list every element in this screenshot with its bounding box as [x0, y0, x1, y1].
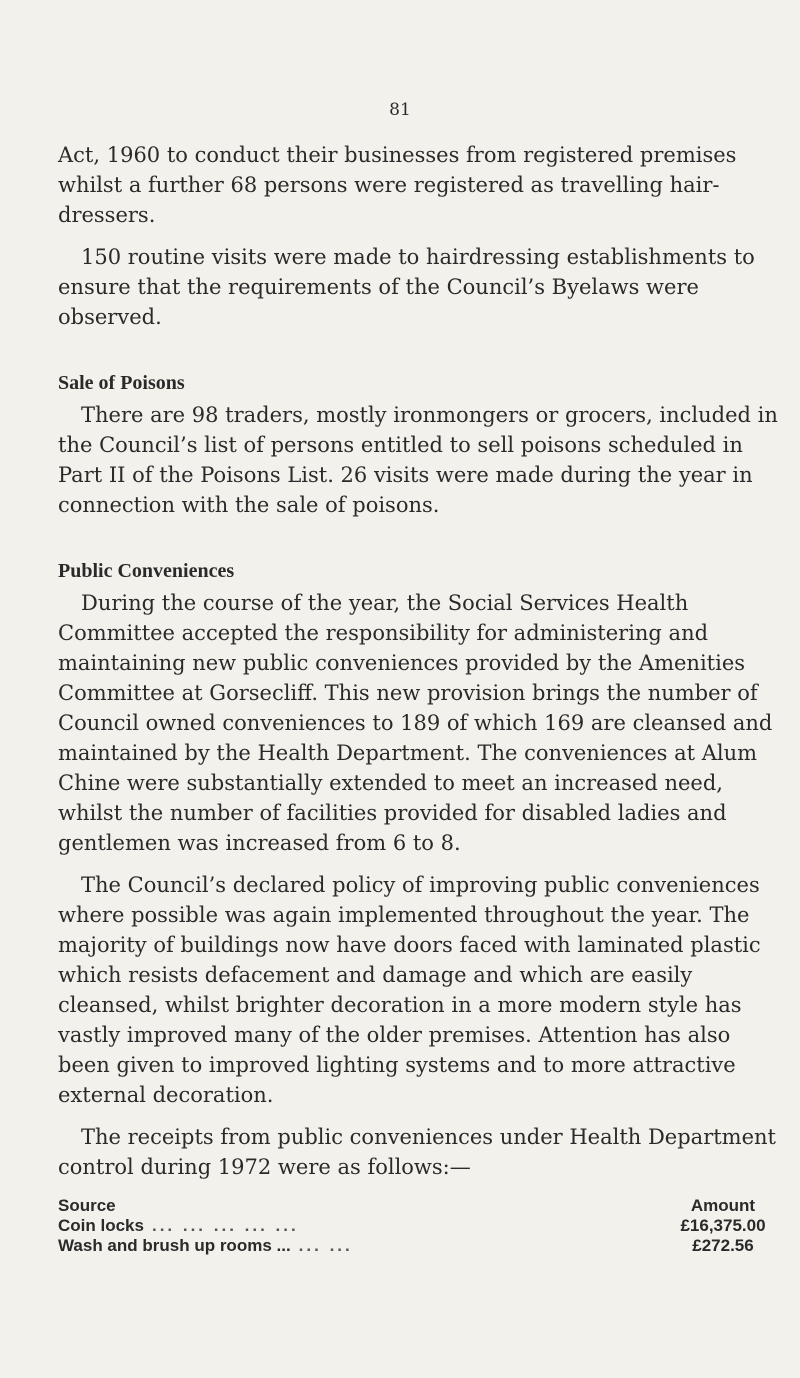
- row-source: Coin locks: [58, 1216, 144, 1235]
- page-number: 81: [389, 100, 411, 120]
- paragraph-conveniences-1: During the course of the year, the Social Services Health Committee accepted the responsibility for administering and maintaining new public conveniences provided by the Amenities Committee at Gorsecliff. This new provision brings the number of Council owned conveniences to 189 of which 169 are cleansed and maintained by the Health Department. The conveniences at Alum Chine were substantially extended to meet an increased need, whilst the number of facilities provided for disabled ladies and gentlemen was increased from 6 to 8.: [58, 591, 773, 855]
- heading-sale-of-poisons: Sale of Poisons: [58, 372, 185, 394]
- receipts-header: [58, 1196, 778, 1216]
- row-amount: £16,375.00: [680, 1216, 766, 1235]
- heading-public-conveniences: Public Conveniences: [58, 560, 235, 582]
- paragraph-routine-visits: 150 routine visits were made to hairdressing establishments to ensure that the requirements of the Council’s Byelaws were observed.: [58, 245, 755, 329]
- paragraph-poisons: There are 98 traders, mostly ironmongers or grocers, included in the Council’s list of persons entitled to sell poisons scheduled in Part II of the Poisons List. 26 visits were made during the year in connection with the sale of poisons.: [58, 403, 778, 517]
- table-row: [58, 1216, 778, 1236]
- source-header: Source: [58, 1196, 116, 1215]
- row-source: Wash and brush up rooms ...: [58, 1236, 291, 1255]
- dot-leader: ... ... ... ... ...: [151, 1216, 299, 1235]
- paragraph-conveniences-3: The receipts from public conveniences under Health Department control during 1972 were as follows:—: [58, 1125, 776, 1179]
- receipts-table: [58, 1196, 778, 1256]
- dot-leader: ... ...: [298, 1236, 353, 1255]
- paragraph-hairdressers-cont: Act, 1960 to conduct their businesses from registered premises whilst a further 68 persons were registered as travelling hair-dressers.: [58, 143, 737, 227]
- amount-header: Amount: [690, 1196, 756, 1215]
- paragraph-conveniences-2: The Council’s declared policy of improving public conveniences where possible was again implemented throughout the year. The majority of buildings now have doors faced with laminated plastic which resists defacement and damage and which are easily cleansed, whilst brighter decoration in a more modern style has vastly improved many of the older premises. Attention has also been given to improved lighting systems and to more attractive external decoration.: [58, 873, 761, 1107]
- document-body: [58, 140, 778, 1256]
- table-row: [58, 1236, 778, 1256]
- row-amount: £272.56: [692, 1236, 754, 1255]
